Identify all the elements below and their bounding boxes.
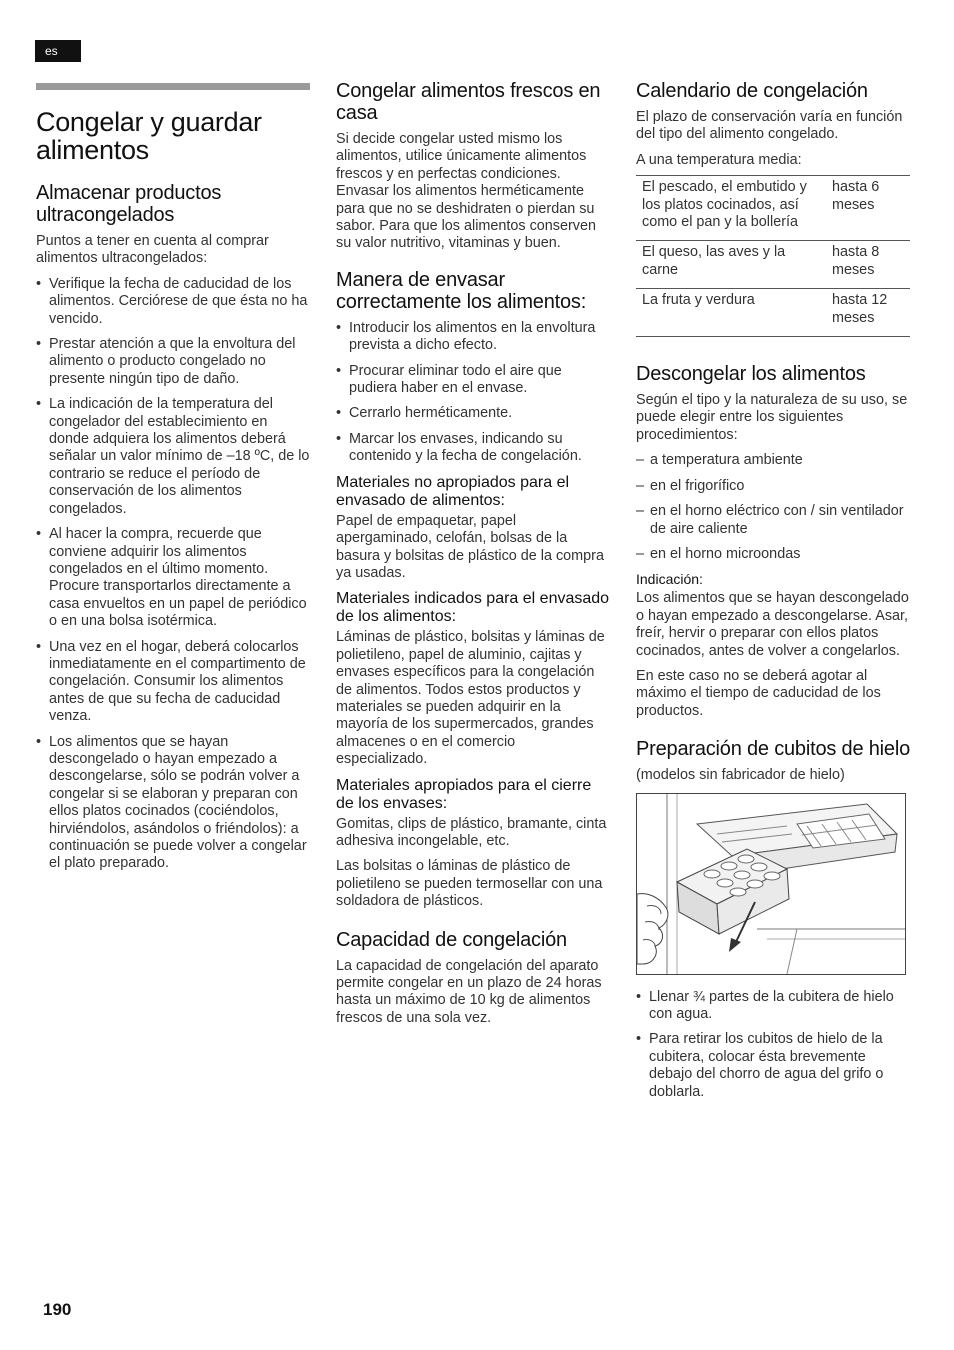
list-item: • Para retirar los cubitos de hielo de la cubitera, colocar ésta brevemente debajo del chorro de agua del grifo o doblarla. (636, 1031, 912, 1101)
table-cell-time: hasta 12 meses (826, 289, 910, 337)
note-label: Indicación: (636, 571, 703, 588)
list-item: • Cerrarlo herméticamente. (336, 405, 610, 422)
list-item: • Llenar ¾ partes de la cubitera de hielo con agua. (636, 989, 912, 1024)
column-3 (636, 80, 912, 1109)
buying-tips-list (36, 276, 310, 873)
paragraph: Las bolsitas o láminas de plástico de polietileno se pueden termosellar con una soldadora de plásticos. (336, 858, 603, 910)
heading-thawing: Descongelar los alimentos (636, 363, 866, 386)
table-cell-food: El queso, las aves y la carne (636, 241, 826, 289)
list-item: • La indicación de la temperatura del congelador del establecimiento en donde adquiera los alimentos deberá señalar un valor mínimo de –18 ºC, de lo contrario se reduce el período de conservación de los alimentos congelados. (36, 396, 310, 518)
paragraph: A una temperatura media: (636, 151, 802, 168)
section-storing-frozen (36, 182, 310, 873)
ice-tray-drawing (637, 794, 905, 974)
paragraph: (modelos sin fabricador de hielo) (636, 767, 845, 784)
list-item: – en el frigorífico (636, 478, 912, 495)
heading-freezing-capacity: Capacidad de congelación (336, 928, 567, 951)
section-rule (36, 83, 310, 90)
heading-closing-materials: Materiales apropiados para el cierre de los envases: (336, 776, 592, 812)
paragraph: Según el tipo y la naturaleza de su uso, se puede elegir entre los siguientes procedimientos: (636, 392, 908, 443)
heading-suitable-materials: Materiales indicados para el envasado de los alimentos: (336, 590, 610, 626)
section-closing-materials (336, 777, 610, 911)
freezing-table (636, 175, 910, 337)
packaging-list (336, 320, 610, 466)
list-item: • Introducir los alimentos en la envoltura prevista a dicho efecto. (336, 320, 610, 355)
intro-text: Puntos a tener en cuenta al comprar alimentos ultracongelados: (36, 233, 269, 267)
section-thawing (636, 363, 912, 720)
paragraph: En este caso no se deberá agotar al máximo el tiempo de caducidad de los productos. (636, 667, 881, 719)
heading-packaging: Manera de envasar correctamente los alimentos: (336, 268, 587, 313)
heading-freeze-fresh: Congelar alimentos frescos en casa (336, 80, 601, 124)
paragraph: Láminas de plástico, bolsitas y láminas de polietileno, papel de aluminio, cajitas y envases específicos para la congelación de alimentos. Todos estos productos y materiales se pueden adquirir en la mayoría de los supermercados, grandes almacenes o en el comercio especializado. (336, 629, 605, 768)
ice-cube-steps-list (636, 989, 912, 1101)
paragraph: El plazo de conservación varía en función del tipo del alimento congelado. (636, 109, 903, 143)
list-item: • Prestar atención a que la envoltura del alimento o producto congelado no presente ningún tipo de daño. (36, 336, 310, 388)
list-item: • Los alimentos que se hayan descongelado o hayan empezado a descongelarse, sólo se podrán volver a congelar si se elaboran y preparan con ellos platos cocinados (cociéndolos, hirviéndolos, asándolos o friéndolos): a continuación se puede volver a congelar el plato preparado. (36, 734, 310, 873)
table-row (636, 241, 910, 289)
table-row (636, 176, 910, 241)
thawing-methods-list (636, 452, 912, 563)
paragraph: La capacidad de congelación del aparato permite congelar en un plazo de 24 horas hasta un máximo de 10 kg de alimentos frescos de una sola vez. (336, 957, 602, 1026)
heading-freezing-calendar: Calendario de congelación (636, 80, 868, 102)
section-ice-cubes (636, 738, 912, 1101)
list-item: • Verifique la fecha de caducidad de los alimentos. Cerciórese de que ésta no ha vencido. (36, 276, 310, 328)
page-number: 190 (43, 1300, 72, 1319)
list-item: • Una vez en el hogar, deberá colocarlos inmediatamente en el compartimento de congelación. Consumir los alimentos antes de que su fecha de caducidad venza. (36, 639, 310, 726)
table-row (636, 289, 910, 337)
paragraph: Si decide congelar usted mismo los alimentos, utilice únicamente alimentos frescos y en perfectas condiciones. Envasar los alimentos herméticamente para que no se deshidraten o pierdan su sabor. Para que los alimentos conserven su valor nutritivo, vitaminas y buen. (336, 131, 596, 252)
table-cell-food: La fruta y verdura (636, 289, 826, 337)
column-2 (336, 80, 610, 1043)
table-cell-time: hasta 8 meses (826, 241, 910, 289)
table-cell-food: El pescado, el embutido y los platos cocinados, así como el pan y la bollería (642, 179, 807, 231)
language-badge: es (35, 40, 81, 62)
paragraph: Papel de empaquetar, papel apergaminado, celofán, bolsas de la basura y bolsitas de plástico de la compra ya usadas. (336, 512, 604, 581)
paragraph: Los alimentos que se hayan descongelado o hayan empezado a descongelarse. Asar, freír, hervir o preparar con ellos platos cocinados, antes de volver a congelarlos. (636, 590, 909, 659)
page-title: Congelar y guardar alimentos (36, 107, 262, 165)
section-suitable-materials (336, 590, 610, 768)
list-item: • Al hacer la compra, recuerde que conviene adquirir los alimentos congelados en el último momento. Procure transportarlos directamente a casa envueltos en un papel de periódico o en una bolsa isotérmica. (36, 526, 310, 630)
list-item: • Marcar los envases, indicando su contenido y la fecha de congelación. (336, 431, 610, 466)
heading-ice-cubes: Preparación de cubitos de hielo (636, 738, 910, 761)
paragraph: Gomitas, clips de plástico, bramante, cinta adhesiva incongelable, etc. (336, 815, 607, 849)
column-1 (36, 80, 310, 889)
list-item: – a temperatura ambiente (636, 452, 912, 469)
section-freezing-capacity (336, 929, 610, 1028)
section-unsuitable-materials (336, 474, 610, 583)
section-freeze-fresh (336, 80, 610, 253)
list-item: • Procurar eliminar todo el aire que pudiera haber en el envase. (336, 363, 610, 398)
ice-tray-illustration (636, 793, 906, 975)
table-cell-time: hasta 6 meses (832, 179, 880, 213)
list-item: – en el horno eléctrico con / sin ventilador de aire caliente (636, 503, 912, 538)
heading-storing-frozen: Almacenar productos ultracongelados (36, 182, 222, 226)
heading-unsuitable-materials: Materiales no apropiados para el envasado de alimentos: (336, 473, 570, 509)
list-item: – en el horno microondas (636, 546, 912, 563)
section-packaging (336, 269, 610, 466)
section-freezing-calendar (636, 80, 912, 337)
